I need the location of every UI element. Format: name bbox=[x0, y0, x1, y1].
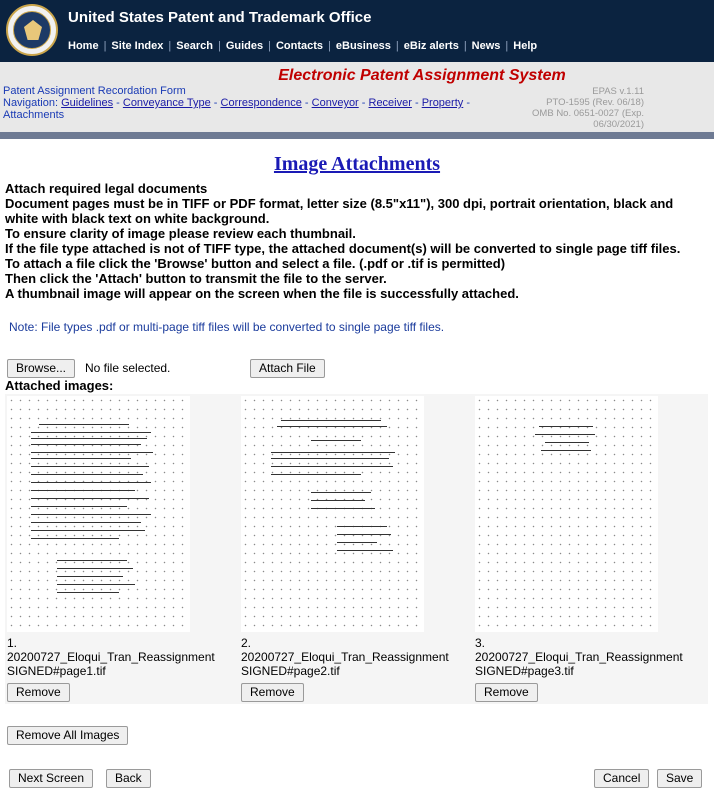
nav-separator: | bbox=[103, 40, 107, 52]
epas-version: EPAS v.1.11 bbox=[592, 86, 644, 97]
link-guidelines[interactable]: Guidelines bbox=[61, 97, 114, 109]
thumbnail-image[interactable] bbox=[241, 396, 424, 632]
thumbnail-grid bbox=[5, 394, 708, 704]
back-button[interactable]: Back bbox=[106, 769, 151, 788]
instruction-line: To attach a file click the 'Browse' button and select a file. (.pdf or .tif is permitted) bbox=[5, 256, 506, 271]
link-conveyor[interactable]: Conveyor bbox=[311, 97, 359, 109]
remove-all-images-button[interactable]: Remove All Images bbox=[7, 726, 128, 745]
thumbnail-index: 1. bbox=[7, 636, 18, 650]
thumbnail-filename-cont: SIGNED#page1.tif bbox=[7, 664, 106, 678]
remove-image-button[interactable]: Remove bbox=[241, 683, 304, 702]
instruction-line: If the file type attached is not of TIFF type, the attached document(s) will be converted to single page tiff files. bbox=[5, 241, 681, 256]
nav-separator: | bbox=[328, 40, 331, 52]
instruction-line: Document pages must be in TIFF or PDF format, letter size (8.5"x11"), 300 dpi, portrait orientation, black and white with black text on white background. bbox=[5, 196, 674, 226]
form-name: Patent Assignment Recordation Form bbox=[3, 85, 186, 97]
thumbnail-filename: 20200727_Eloqui_Tran_Reassignment bbox=[241, 650, 449, 664]
link-property[interactable]: Property bbox=[421, 97, 464, 109]
epas-navigation bbox=[3, 85, 473, 121]
browse-button[interactable]: Browse... bbox=[7, 359, 75, 378]
nav-home[interactable]: Home bbox=[68, 40, 99, 52]
nav-contacts[interactable]: Contacts bbox=[275, 40, 324, 52]
nav-separator: | bbox=[217, 40, 221, 52]
thumbnail-item bbox=[5, 394, 239, 704]
next-screen-button[interactable]: Next Screen bbox=[9, 769, 93, 788]
epas-bar bbox=[0, 62, 714, 132]
omb-number: OMB No. 0651-0027 (Exp. 06/30/2021) bbox=[532, 108, 644, 130]
thumbnail-item bbox=[473, 394, 707, 704]
nav-search[interactable]: Search bbox=[176, 40, 213, 52]
divider-rule bbox=[0, 132, 714, 139]
thumbnail-filename-cont: SIGNED#page2.tif bbox=[241, 664, 340, 678]
remove-image-button[interactable]: Remove bbox=[7, 683, 70, 702]
remove-image-button[interactable]: Remove bbox=[475, 683, 538, 702]
thumbnail-image[interactable] bbox=[475, 396, 658, 632]
nav-line: Navigation: Guidelines - Conveyance Type - Correspondence - Conveyor - Receiver - Property - bbox=[3, 97, 470, 109]
instruction-line: Then click the 'Attach' button to transmit the file to the server. bbox=[5, 271, 387, 286]
thumbnail-filename: 20200727_Eloqui_Tran_Reassignment bbox=[475, 650, 683, 664]
nav-help[interactable]: Help bbox=[513, 40, 538, 52]
thumbnail-item bbox=[239, 394, 473, 704]
nav-separator: | bbox=[395, 40, 399, 52]
file-status: No file selected. bbox=[85, 361, 171, 375]
nav-separator: | bbox=[268, 40, 271, 52]
uspto-seal-logo[interactable] bbox=[6, 4, 58, 56]
nav-separator: | bbox=[168, 40, 172, 52]
instruction-line: To ensure clarity of image please review each thumbnail. bbox=[5, 226, 356, 241]
office-title: United States Patent and Trademark Office bbox=[68, 9, 372, 26]
instruction-line: Attach required legal documents bbox=[5, 181, 208, 196]
nav-guides[interactable]: Guides bbox=[225, 40, 264, 52]
nav-ebiz-alerts[interactable]: eBiz alerts bbox=[403, 40, 459, 52]
thumbnail-filename-cont: SIGNED#page3.tif bbox=[475, 664, 574, 678]
link-receiver[interactable]: Receiver bbox=[368, 97, 412, 109]
page-title: Image Attachments bbox=[273, 153, 441, 175]
thumbnail-image[interactable] bbox=[7, 396, 190, 632]
attached-images-label: Attached images: bbox=[5, 378, 114, 393]
link-conveyance-type[interactable]: Conveyance Type bbox=[122, 97, 211, 109]
page-title-wrap bbox=[0, 153, 714, 176]
top-nav bbox=[68, 40, 537, 52]
link-correspondence[interactable]: Correspondence bbox=[220, 97, 302, 109]
attach-file-button[interactable]: Attach File bbox=[250, 359, 325, 378]
thumbnail-index: 2. bbox=[241, 636, 252, 650]
save-button[interactable]: Save bbox=[657, 769, 702, 788]
eagle-icon bbox=[24, 20, 42, 40]
epas-title: Electronic Patent Assignment System bbox=[278, 67, 566, 84]
nav-site-index[interactable]: Site Index bbox=[111, 40, 164, 52]
pto-form-number: PTO-1595 (Rev. 06/18) bbox=[546, 97, 644, 108]
nav-label: Navigation: bbox=[3, 97, 59, 109]
thumbnail-caption bbox=[7, 636, 241, 678]
thumbnail-caption bbox=[475, 636, 709, 678]
nav-ebusiness[interactable]: eBusiness bbox=[335, 40, 391, 52]
current-step-attachments: Attachments bbox=[3, 109, 65, 121]
thumbnail-caption bbox=[241, 636, 475, 678]
site-header bbox=[0, 0, 714, 62]
nav-separator: | bbox=[463, 40, 467, 52]
instruction-line: A thumbnail image will appear on the screen when the file is successfully attached. bbox=[5, 286, 519, 301]
form-meta bbox=[494, 86, 644, 130]
cancel-button[interactable]: Cancel bbox=[594, 769, 649, 788]
nav-news[interactable]: News bbox=[471, 40, 501, 52]
seal-inner bbox=[13, 11, 51, 49]
nav-separator: | bbox=[505, 40, 509, 52]
thumbnail-filename: 20200727_Eloqui_Tran_Reassignment bbox=[7, 650, 215, 664]
conversion-note: Note: File types .pdf or multi-page tiff files will be converted to single page tiff files. bbox=[9, 320, 445, 334]
thumbnail-index: 3. bbox=[475, 636, 486, 650]
instructions bbox=[5, 181, 710, 301]
